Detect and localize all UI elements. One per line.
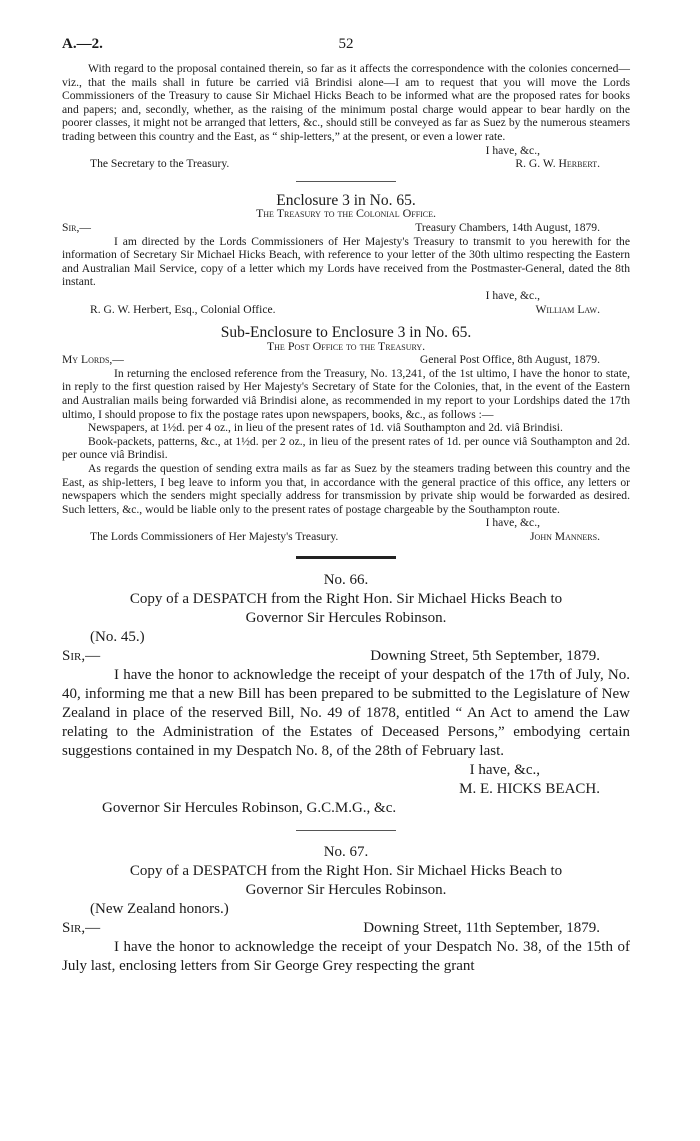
addressee: The Lords Commissioners of Her Majesty's Treasury. [90,530,339,543]
enclosure-3 [62,191,630,316]
sub-enclosure-subtitle: The Post Office to the Treasury. [266,338,426,353]
signature: John Manners. [530,530,600,543]
despatch-number: No. 67. [323,843,369,860]
sub-enclosure-title: Sub-Enclosure to Enclosure 3 in No. 65. [220,324,472,342]
page-number: 52 [338,36,354,52]
closing: I have, &c., [485,288,540,302]
despatch-no-67 [62,843,630,976]
paragraph: In returning the enclosed reference from the Treasury, No. 13,241, of the 1st ultimo, I have the honor to state, in reply to the first question raised by Her Majesty's Secretary of State for the Colonies, that, in the event of the Eastern and Australian mails being forwarded viâ Brindisi alone, as recommended in my report to your Lordships dated the 17th ultimo, I should propose to fix the postage rates upon newspapers, books, &c., as follows :— [62,366,630,421]
closing: I have, &c., [469,761,540,778]
salutation: My Lords,— [62,353,124,367]
place-date: Downing Street, 5th September, 1879. [370,647,600,664]
salutation: Sir,— [62,647,101,664]
closing: I have, &c., [485,516,540,530]
parliamentary-paper-ref: A.—2. [62,36,103,52]
paragraph: I am directed by the Lords Commissioners of Her Majesty's Treasury to transmit to you herewith for the information of Secretary Sir Michael Hicks Beach, with reference to your letter of the 30th ultimo respecting the Eastern and Australian Mail Service, copy of a letter which my Lords have received from the Postmaster-General, dated the 8th instant. [62,234,630,289]
paragraph: With regard to the proposal contained therein, so far as it affects the correspondence with the colonies concerned—viz., that the mails shall in future be carried viâ Brindisi alone—I am to request that you will move the Lords Commissioners of the Treasury to cause Sir Michael Hicks Beach to be informed what are the proposed rates for books and papers; and, secondly, whether, as the raising of the minimum postal charge would appear to bear hardly on the poorer classes, it might not be arranged that letters, &c., should still be conveyed as far as Suez by the numerous steamers trading between this country and the East, as “ ship-letters,” at the present, or even a lower rate. [62,62,630,143]
despatch-number: No. 66. [323,571,369,588]
addressee: R. G. W. Herbert, Esq., Colonial Office. [90,302,276,316]
closing: I have, &c., [485,143,540,157]
salutation: Sir,— [62,220,91,234]
paragraph: I have the honor to acknowledge the receipt of your Despatch No. 38, of the 15th of July last, enclosing letters from Sir George Grey respecting the grant [62,938,630,974]
despatch-heading-line-2: Governor Sir Hercules Robinson. [245,609,447,626]
place-date: Downing Street, 11th September, 1879. [363,919,600,936]
despatch-ref: (New Zealand honors.) [90,900,229,917]
enclosure-subtitle: The Treasury to the Colonial Office. [255,206,437,221]
addressee: The Secretary to the Treasury. [90,157,230,171]
addressee: Governor Sir Hercules Robinson, G.C.M.G., &c. [102,799,397,816]
paragraph: As regards the question of sending extra mails as far as Suez by the steamers trading between this country and the East, as ship-letters, I beg leave to inform you that, in accordance with the general practice of this office, any letters or newspapers which the senders might specially address for transmission by private ship would be forwarded as desired. Such letters, &c., would be liable only to the present rates of postage chargeable by the Southampton route. [62,462,630,516]
paragraph: I have the honor to acknowledge the receipt of your despatch of the 17th of July, No. 40, informing me that a new Bill has been prepared to be submitted to the Legislature of New Zealand in place of the reserved Bill, No. 49 of 1878, entitled “ An Act to amend the Law relating to the Administration of the Estates of Deceased Persons,” embodying certain suggestions contained in my Despatch No. 8, of the 28th of February last. [62,666,630,759]
enclosure-title: Enclosure 3 in No. 65. [276,191,416,209]
despatch-ref: (No. 45.) [90,628,145,645]
divider-thick [296,556,396,559]
letter-herbert-continuation [62,62,630,171]
signature: R. G. W. Herbert. [515,157,600,171]
salutation: Sir,— [62,919,101,936]
paragraph: Newspapers, at 1½d. per 4 oz., in lieu of the present rates of 1d. viâ Southampton and 2d. viâ Brindisi. [88,421,563,435]
despatch-no-66 [62,571,630,818]
divider [296,830,396,831]
divider [296,181,396,182]
signature: M. E. HICKS BEACH. [459,780,600,797]
despatch-heading-line-2: Governor Sir Hercules Robinson. [245,881,447,898]
despatch-heading-line-1: Copy of a DESPATCH from the Right Hon. Sir Michael Hicks Beach to [129,862,563,879]
despatch-heading-line-1: Copy of a DESPATCH from the Right Hon. Sir Michael Hicks Beach to [129,590,563,607]
signature: William Law. [535,302,600,316]
place-date: General Post Office, 8th August, 1879. [419,353,600,367]
document-page [62,36,630,976]
place-date: Treasury Chambers, 14th August, 1879. [415,220,600,234]
paragraph: Book-packets, patterns, &c., at 1½d. per 2 oz., in lieu of the present rates of 1d. per ounce viâ Southampton and 2d. per ounce viâ Brindisi. [62,434,630,462]
sub-enclosure [62,326,630,544]
page-header [62,36,630,62]
